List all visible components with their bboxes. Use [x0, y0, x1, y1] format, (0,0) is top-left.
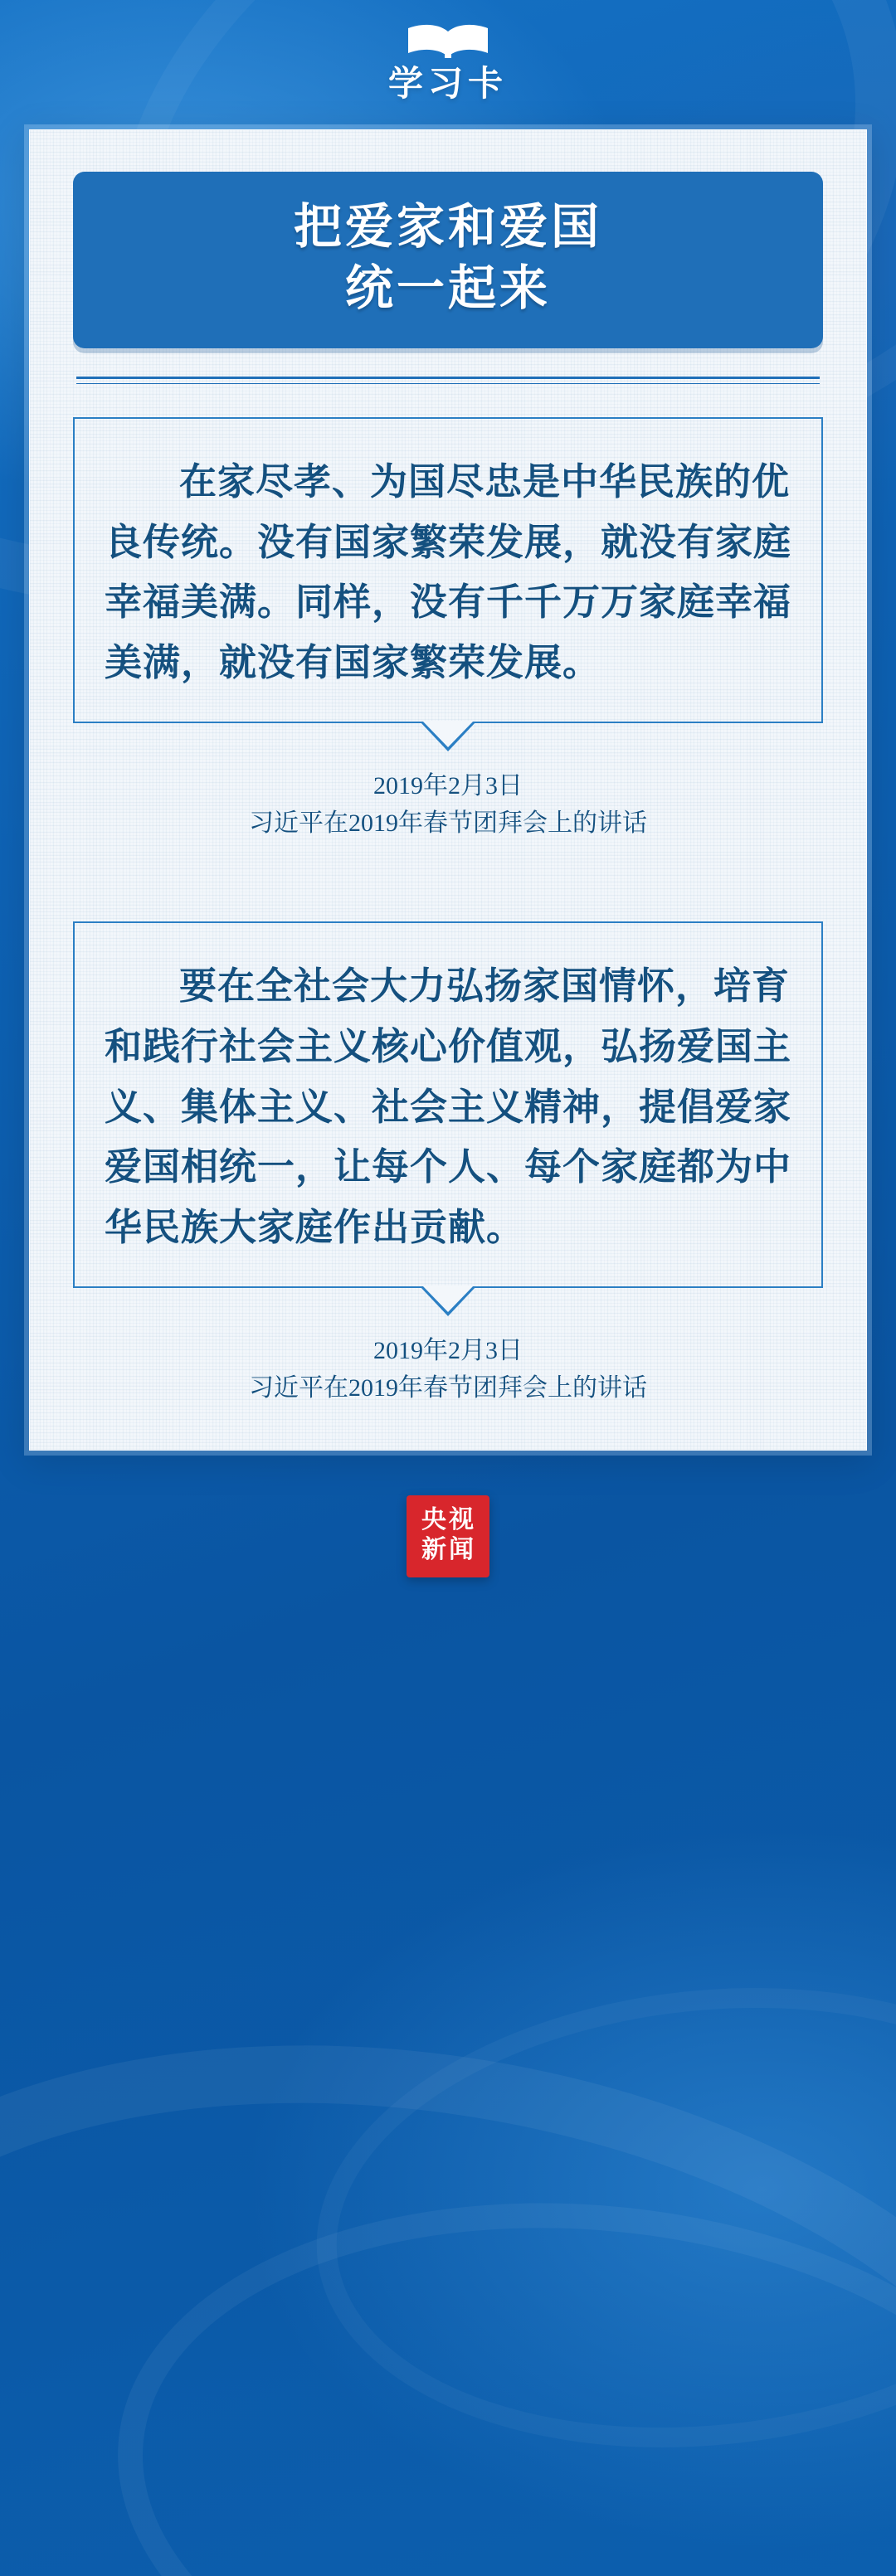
divider	[76, 377, 820, 384]
quote-date: 2019年2月3日	[373, 1337, 523, 1365]
title-banner	[73, 172, 823, 348]
brand-line-1: 央视	[421, 1505, 476, 1533]
decorative-swoosh	[90, 2157, 896, 2576]
quote-attribution	[73, 1333, 823, 1407]
bubble-tail-inner-icon	[422, 721, 474, 747]
quote-text: 要在全社会大力弘扬家国情怀，培育和践行社会主义核心价值观，弘扬爱国主义、集体主义、社会主义精神，提倡爱家爱国相统一，让每个人、每个家庭都为中华民族大家庭作出贡献。	[105, 965, 792, 1249]
quote-block-1	[73, 417, 823, 842]
quote-text: 在家尽孝、为国尽忠是中华民族的优良传统。没有国家繁荣发展，就没有家庭幸福美满。同样，没有千千万万家庭幸福美满，就没有国家繁荣发展。	[105, 460, 792, 684]
bubble-tail-inner-icon	[422, 1286, 474, 1312]
title-line-1: 把爱家和爱国	[293, 200, 602, 255]
quote-block-2	[73, 921, 823, 1407]
quote-attribution	[73, 768, 823, 842]
cctv-news-logo	[407, 1495, 489, 1577]
quote-source: 习近平在2019年春节团拜会上的讲话	[249, 809, 647, 837]
title-line-2: 统一起来	[344, 261, 551, 316]
open-book-icon	[402, 22, 494, 60]
spacer	[73, 842, 823, 888]
footer	[0, 1495, 896, 1577]
header	[0, 0, 896, 103]
decorative-swoosh	[0, 1945, 896, 2576]
page-title: 学习卡	[387, 64, 508, 103]
quote-bubble	[73, 417, 823, 724]
quote-source: 习近平在2019年春节团拜会上的讲话	[249, 1373, 647, 1402]
quote-bubble	[73, 921, 823, 1288]
decorative-swoosh	[294, 1951, 896, 2485]
brand-line-2: 新闻	[421, 1536, 476, 1564]
content-card	[24, 124, 872, 1455]
quote-date: 2019年2月3日	[373, 772, 523, 800]
